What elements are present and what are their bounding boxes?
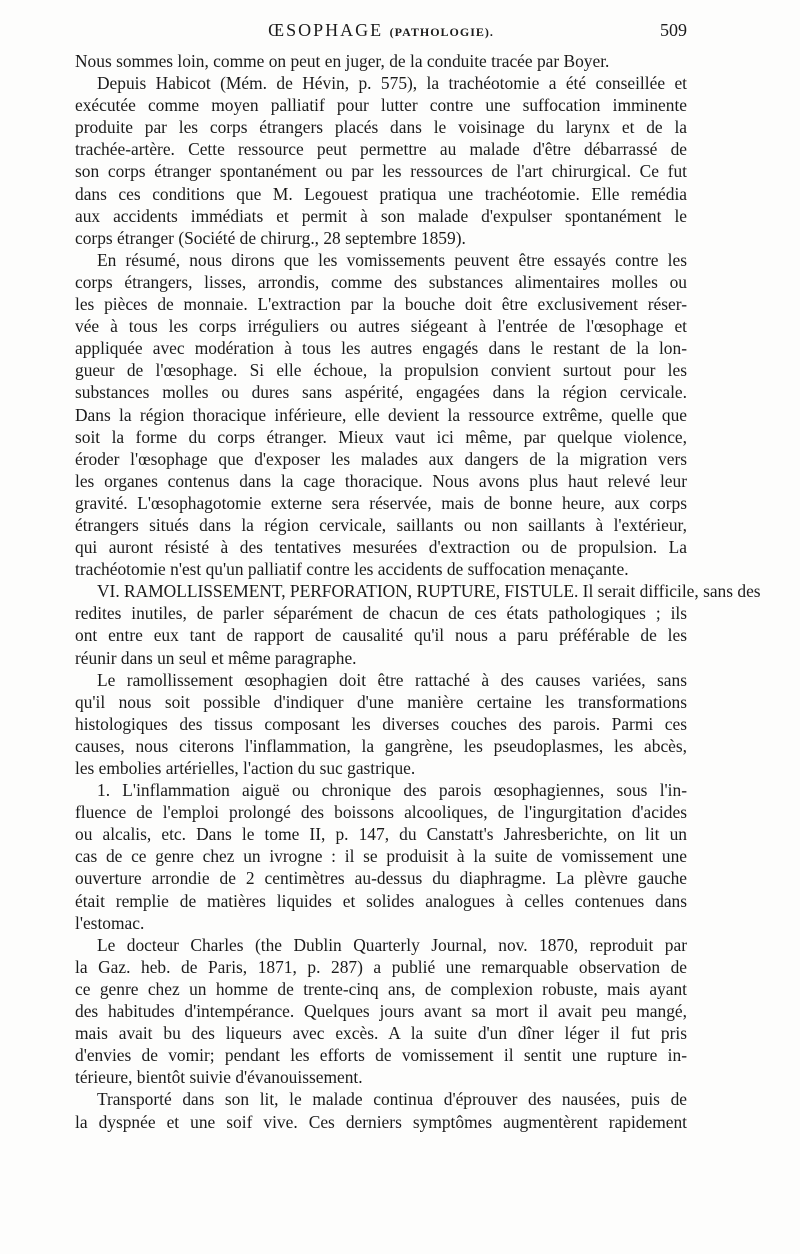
text-line: mais avait bu des liqueurs avec excès. A la suite d'un dîner léger il fut pris [75, 1023, 687, 1044]
text-line: était remplie de matières liquides et solides analogues à celles contenues dans [75, 890, 687, 911]
text-line: redites inutiles, de parler séparément de chacun de ces états pathologiques ; ils [75, 603, 687, 624]
text-line: cas de ce genre chez un ivrogne : il se produisit à la suite de vomissement une [75, 846, 687, 867]
text-line: gravité. L'œsophagotomie externe sera réservée, mais de bonne heure, aux corps [75, 492, 687, 513]
text-line: ou alcalis, etc. Dans le tome II, p. 147, du Canstatt's Jahresberichte, on lit un [75, 824, 687, 845]
text-line: Le ramollissement œsophagien doit être rattaché à des causes variées, sans [97, 669, 687, 690]
text-line: ce genre chez un homme de trente-cinq ans, de complexion robuste, mais ayant [75, 978, 687, 999]
text-line: les pièces de monnaie. L'extraction par la bouche doit être exclusivement réser- [75, 294, 687, 315]
text-line: causes, nous citerons l'inflammation, la gangrène, les pseudoplasmes, les abcès, [75, 735, 687, 756]
page-number: 509 [660, 20, 687, 40]
body-text [75, 50, 761, 1133]
text-line: gueur de l'œsophage. Si elle échoue, la propulsion convient surtout pour les [75, 360, 687, 381]
text-line: les organes contenus dans la cage thoracique. Nous avons plus haut relevé leur [75, 470, 687, 491]
text-line: corps étrangers, lisses, arrondis, comme des substances alimentaires molles ou [75, 271, 687, 292]
text-line: fluence de l'emploi prolongé des boissons alcooliques, de l'ingurgitation d'acides [75, 802, 687, 823]
header-title: ŒSOPHAGE [268, 20, 384, 40]
header-subtitle: (PATHOLOGIE). [389, 25, 494, 39]
running-header [75, 18, 687, 44]
text-line: soit la forme du corps étranger. Mieux vaut ici même, par quelque violence, [75, 426, 687, 447]
text-line: substances molles ou dures sans aspérité, engagées dans la région cervicale. [75, 382, 687, 403]
text-line: la dyspnée et une soif vive. Ces derniers symptômes augmentèrent rapidement [75, 1111, 687, 1132]
text-line: trachée-artère. Cette ressource peut permettre au malade d'être débarrassé de [75, 139, 687, 160]
running-title [75, 20, 687, 41]
text-line: étrangers situés dans la région cervicale, saillants ou non saillants à l'extérieur, [75, 514, 687, 535]
text-line: Depuis Habicot (Mém. de Hévin, p. 575), la trachéotomie a été conseillée et [97, 73, 687, 94]
text-line: Transporté dans son lit, le malade continua d'éprouver des nausées, puis de [97, 1089, 687, 1110]
text-line: les embolies artérielles, l'action du suc gastrique. [75, 758, 416, 778]
text-line: Le docteur Charles (the Dublin Quarterly Journal, nov. 1870, reproduit par [97, 934, 687, 955]
text-line: dans ces conditions que M. Legouest pratiqua une trachéotomie. Elle remédia [75, 183, 687, 204]
text-line: histologiques des tissus composant les diverses couches des parois. Parmi ces [75, 713, 687, 734]
text-line: aux accidents immédiats et permit à son malade d'expulser spontanément le [75, 205, 687, 226]
text-line: d'envies de vomir; pendant les efforts de vomissement il sentit une rupture in- [75, 1045, 687, 1066]
text-line: ouverture arrondie de 2 centimètres au-dessus du diaphragme. La plèvre gauche [75, 868, 687, 889]
text-line: térieure, bientôt suivie d'évanouissement. [75, 1067, 363, 1088]
text-line: ont entre eux tant de rapport de causalité qu'il nous a paru préférable de les [75, 625, 687, 646]
text-line: VI. RAMOLLISSEMENT, PERFORATION, RUPTURE, FISTULE. Il serait difficile, sans des [97, 581, 761, 602]
text-line: l'estomac. [75, 912, 145, 933]
text-line: son corps étranger spontanément ou par les ressources de l'art chirurgical. Ce fut [75, 161, 687, 182]
text-line: la Gaz. heb. de Paris, 1871, p. 287) a publié une remarquable observation de [75, 956, 687, 977]
text-line: produite par les corps étrangers placés dans le voisinage du larynx et de la [75, 117, 687, 138]
text-line: Nous sommes loin, comme on peut en juger, de la conduite tracée par Boyer. [75, 51, 610, 71]
text-line: exécutée comme moyen palliatif pour lutter contre une suffocation imminente [75, 95, 687, 116]
text-line: trachéotomie n'est qu'un palliatif contre les accidents de suffocation menaçante. [75, 559, 629, 580]
text-line: qui auront résisté à des tentatives mesurées d'extraction ou de propulsion. La [75, 537, 687, 558]
text-line: Dans la région thoracique inférieure, elle devient la ressource extrême, quelle que [75, 404, 687, 425]
text-line: des habitudes d'intempérance. Quelques jours avant sa mort il avait peu mangé, [75, 1001, 687, 1022]
text-line: réunir dans un seul et même paragraphe. [75, 647, 357, 668]
text-line: corps étranger (Société de chirurg., 28 septembre 1859). [75, 227, 466, 248]
text-line: éroder l'œsophage que d'exposer les malades aux dangers de la migration vers [75, 448, 687, 469]
text-line: 1. L'inflammation aiguë ou chronique des parois œsophagiennes, sous l'in- [97, 780, 687, 801]
text-line: En résumé, nous dirons que les vomissements peuvent être essayés contre les [97, 249, 687, 270]
text-line: appliquée avec modération à tous les autres engagés dans le restant de la lon- [75, 338, 687, 359]
text-line: vée à tous les corps irréguliers ou autres siégeant à l'entrée de l'œsophage et [75, 316, 687, 337]
text-line: qu'il nous soit possible d'indiquer d'une manière certaine les transformations [75, 691, 687, 712]
